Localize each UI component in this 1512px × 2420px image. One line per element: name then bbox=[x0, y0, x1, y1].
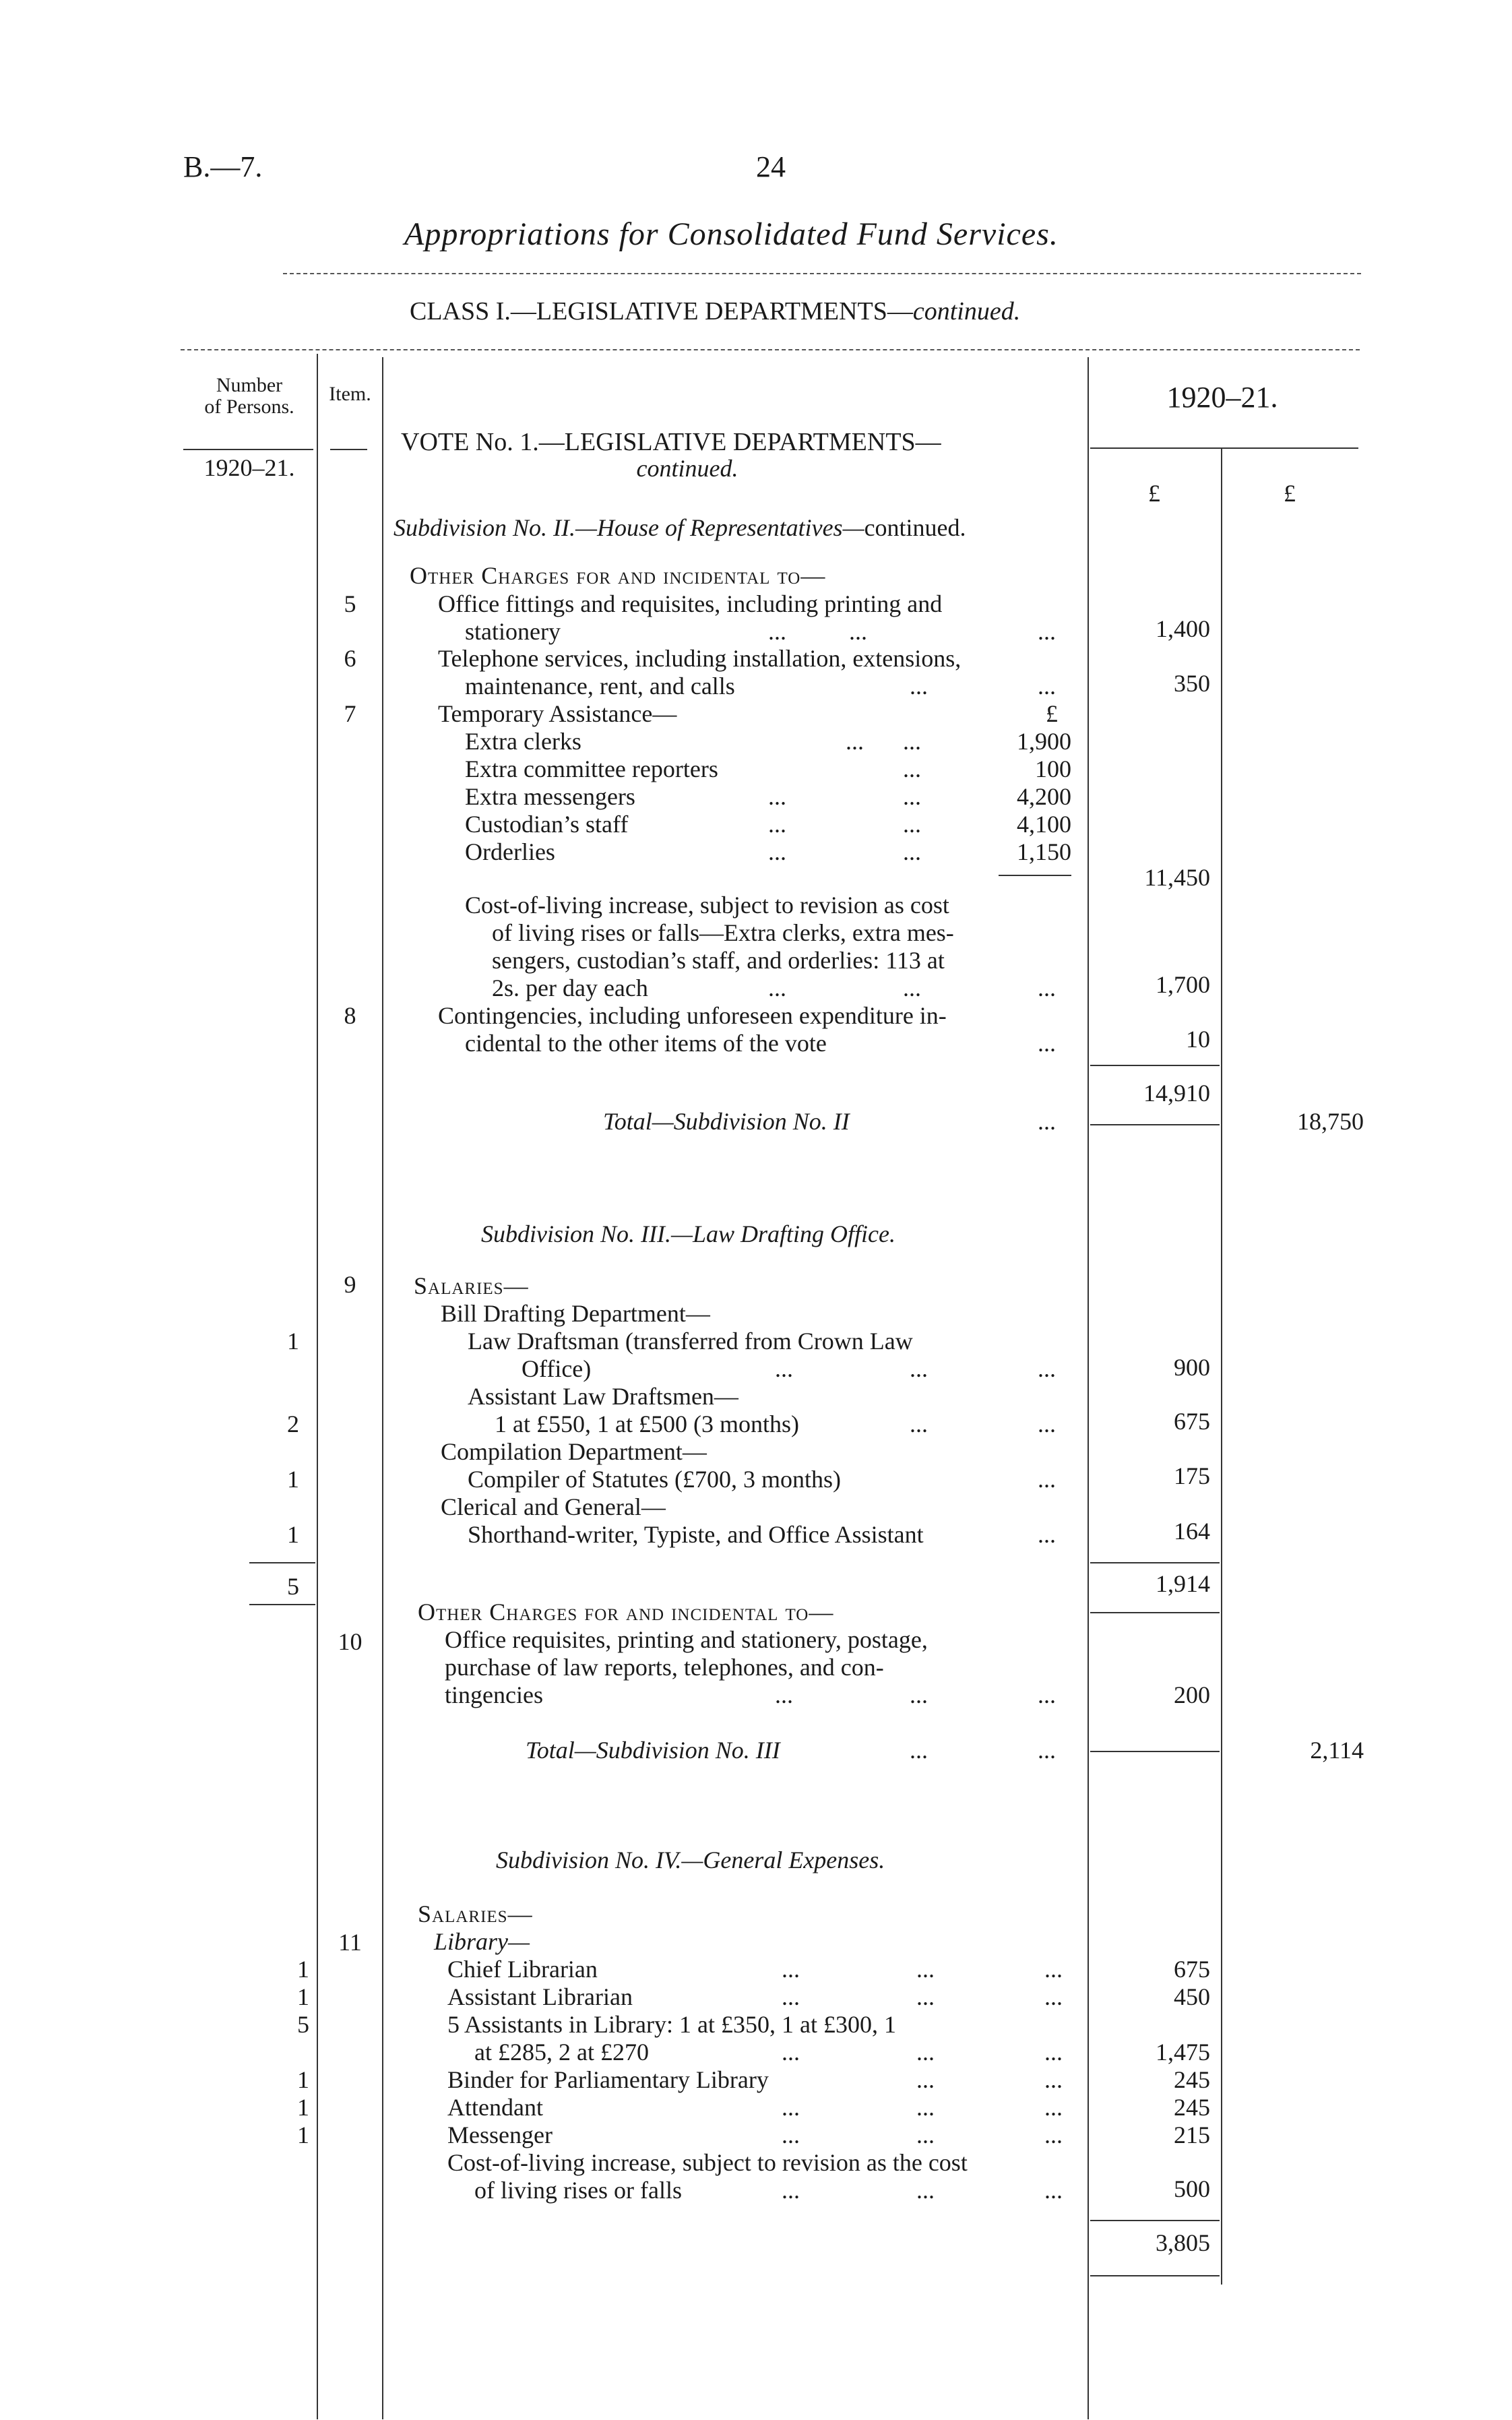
leader: ... bbox=[910, 1355, 928, 1382]
leader: ... bbox=[903, 783, 921, 810]
persons-library-assistants: 5 bbox=[297, 2011, 309, 2038]
item-header-rule bbox=[330, 449, 367, 450]
sub2-total-label: Total—Subdivision No. II bbox=[603, 1108, 850, 1135]
pound-sign-col2: £ bbox=[1284, 480, 1296, 507]
item-5-desc-1: Office fittings and requisites, including printing and bbox=[438, 590, 943, 617]
shorthand-desc: Shorthand-writer, Typiste, and Office Assistant bbox=[468, 1521, 924, 1548]
item-8-desc-2: cidental to the other items of the vote bbox=[465, 1030, 827, 1057]
leader: ... bbox=[782, 2177, 800, 2204]
sub4-cost-of-living-2: of living rises or falls bbox=[474, 2177, 682, 2204]
title-rule bbox=[283, 273, 1361, 274]
persons-assistant-librarian: 1 bbox=[297, 1983, 309, 2010]
sub2-total: 18,750 bbox=[1297, 1108, 1364, 1135]
library-assistants-1: 5 Assistants in Library: 1 at £350, 1 at £300, 1 bbox=[447, 2011, 896, 2038]
temp-total-amount: 11,450 bbox=[1144, 864, 1210, 891]
leader: ... bbox=[782, 2121, 800, 2148]
persons-year-header: 1920–21. bbox=[203, 454, 295, 481]
sub2-subtotal-rule bbox=[1090, 1065, 1220, 1066]
class-heading-main: CLASS I.—LEGISLATIVE DEPARTMENTS— bbox=[410, 297, 913, 325]
temp-row-label: Custodian’s staff bbox=[465, 811, 629, 838]
persons-header-rule bbox=[183, 449, 313, 450]
sub2-other-charges: Other Charges for and incidental to— bbox=[410, 562, 826, 589]
sub2-heading-title: Subdivision No. II.—House of Representatives— bbox=[393, 514, 864, 541]
leader: ... bbox=[782, 2094, 800, 2121]
leader: ... bbox=[1038, 1410, 1056, 1437]
year-column-header: 1920–21. bbox=[1166, 381, 1278, 414]
leader: ... bbox=[1038, 1030, 1056, 1057]
library-heading: Library— bbox=[434, 1928, 530, 1955]
leader: ... bbox=[768, 811, 786, 838]
leader: ... bbox=[903, 728, 921, 755]
cost-of-living-2: of living rises or falls—Extra clerks, extra mes- bbox=[492, 919, 954, 946]
leader: ... bbox=[849, 618, 867, 645]
item-column-header: Item. bbox=[329, 383, 371, 405]
leader: ... bbox=[1044, 2177, 1063, 2204]
law-draftsman-1: Law Draftsman (transferred from Crown Law bbox=[468, 1328, 913, 1355]
leader: ... bbox=[1044, 2094, 1063, 2121]
leader: ... bbox=[1038, 1521, 1056, 1548]
leader: ... bbox=[910, 1737, 928, 1764]
attendant: Attendant bbox=[447, 2094, 543, 2121]
vote-title: VOTE No. 1.—LEGISLATIVE DEPARTMENTS— bbox=[401, 428, 941, 456]
item-6-number: 6 bbox=[344, 645, 356, 672]
persons-assistant-draftsmen: 2 bbox=[287, 1410, 299, 1437]
assistant-librarian-amount: 450 bbox=[1174, 1983, 1210, 2010]
leader: ... bbox=[1038, 1681, 1056, 1708]
item-7-pound-sign: £ bbox=[1046, 700, 1058, 727]
persons-shorthand: 1 bbox=[287, 1521, 299, 1548]
column-divider-item bbox=[382, 357, 383, 2419]
leader: ... bbox=[768, 783, 786, 810]
leader: ... bbox=[910, 1410, 928, 1437]
sub4-cost-of-living-1: Cost-of-living increase, subject to revision as the cost bbox=[447, 2149, 968, 2176]
leader: ... bbox=[782, 1983, 800, 2010]
leader: ... bbox=[1038, 1466, 1056, 1493]
sub4-heading: Subdivision No. IV.—General Expenses. bbox=[496, 1847, 885, 1873]
chief-librarian-amount: 675 bbox=[1174, 1956, 1210, 1983]
persons-chief-librarian: 1 bbox=[297, 1956, 309, 1983]
clerical-general: Clerical and General— bbox=[441, 1493, 666, 1520]
item-8-number: 8 bbox=[344, 1002, 356, 1029]
page-title: Appropriations for Consolidated Fund Services. bbox=[404, 216, 1059, 252]
leader: ... bbox=[1038, 1355, 1056, 1382]
leader: ... bbox=[768, 838, 786, 865]
column-divider-amounts bbox=[1221, 448, 1222, 2285]
sub3-salaries-rule bbox=[1090, 1562, 1220, 1563]
leader: ... bbox=[1044, 1983, 1063, 2010]
sub3-total-label: Total—Subdivision No. III bbox=[526, 1737, 780, 1764]
page-number: 24 bbox=[756, 150, 786, 183]
office-requisites-2: purchase of law reports, telephones, and con- bbox=[445, 1654, 884, 1681]
pound-sign-col1: £ bbox=[1148, 480, 1160, 507]
temp-row-label: Extra messengers bbox=[465, 783, 635, 810]
year-header-rule bbox=[1090, 447, 1358, 449]
leader: ... bbox=[916, 2039, 935, 2066]
temp-row-amount: 4,100 bbox=[1017, 811, 1071, 838]
leader: ... bbox=[1038, 618, 1056, 645]
sub3-salaries-total: 1,914 bbox=[1156, 1570, 1210, 1597]
leader: ... bbox=[775, 1355, 793, 1382]
persons-attendant: 1 bbox=[297, 2094, 309, 2121]
leader: ... bbox=[903, 755, 921, 782]
sub2-heading bbox=[393, 514, 966, 542]
persons-total-rule-2 bbox=[249, 1604, 315, 1605]
shorthand-amount: 164 bbox=[1174, 1518, 1210, 1545]
messenger-amount: 215 bbox=[1174, 2121, 1210, 2148]
sub3-other-charges: Other Charges for and incidental to— bbox=[418, 1599, 834, 1625]
sub2-subtotal-rule-2 bbox=[1090, 1124, 1220, 1125]
leader: ... bbox=[916, 2066, 935, 2093]
leader: ... bbox=[1044, 1956, 1063, 1983]
page-reference: B.—7. bbox=[183, 150, 263, 183]
leader: ... bbox=[1044, 2121, 1063, 2148]
leader: ... bbox=[782, 2039, 800, 2066]
temp-row-amount: 1,150 bbox=[1017, 838, 1071, 865]
temp-row-label: Extra clerks bbox=[465, 728, 581, 755]
compilation-department: Compilation Department— bbox=[441, 1438, 707, 1465]
item-6-desc-2: maintenance, rent, and calls bbox=[465, 673, 735, 700]
assistant-draftsmen-heading: Assistant Law Draftsmen— bbox=[468, 1383, 738, 1410]
leader: ... bbox=[768, 618, 786, 645]
leader: ... bbox=[846, 728, 864, 755]
leader: ... bbox=[782, 1956, 800, 1983]
header-rule bbox=[181, 349, 1360, 350]
cost-of-living-amount: 1,700 bbox=[1156, 971, 1210, 998]
cost-of-living-3: sengers, custodian’s staff, and orderlies: 113 at bbox=[492, 947, 945, 974]
office-requisites-3: tingencies bbox=[445, 1681, 543, 1708]
binder-amount: 245 bbox=[1174, 2066, 1210, 2093]
temp-row-label: Orderlies bbox=[465, 838, 555, 865]
persons-column-header bbox=[182, 375, 317, 418]
assistant-draftsmen-amount: 675 bbox=[1174, 1408, 1210, 1435]
leader: ... bbox=[1038, 1737, 1056, 1764]
item-6-amount: 350 bbox=[1174, 670, 1210, 697]
persons-total: 5 bbox=[287, 1573, 299, 1600]
persons-compiler: 1 bbox=[287, 1466, 299, 1493]
vote-continued: continued. bbox=[636, 455, 738, 482]
cost-of-living-1: Cost-of-living increase, subject to revision as cost bbox=[465, 892, 949, 919]
item-8-amount: 10 bbox=[1186, 1026, 1210, 1053]
persons-binder: 1 bbox=[297, 2066, 309, 2093]
temp-row-amount: 1,900 bbox=[1017, 728, 1071, 755]
assistant-librarian: Assistant Librarian bbox=[447, 1983, 633, 2010]
item-11-number: 11 bbox=[338, 1929, 362, 1956]
cost-of-living-4: 2s. per day each bbox=[492, 974, 648, 1001]
item-5-number: 5 bbox=[344, 590, 356, 617]
persons-messenger: 1 bbox=[297, 2121, 309, 2148]
leader: ... bbox=[903, 811, 921, 838]
library-assistants-amount: 1,475 bbox=[1156, 2039, 1210, 2066]
leader: ... bbox=[916, 2121, 935, 2148]
sub3-salaries: Salaries— bbox=[414, 1272, 529, 1299]
temp-row-amount: 100 bbox=[1035, 755, 1071, 782]
compiler-desc: Compiler of Statutes (£700, 3 months) bbox=[468, 1466, 841, 1493]
leader: ... bbox=[916, 1983, 935, 2010]
persons-law-draftsman: 1 bbox=[287, 1328, 299, 1355]
law-draftsman-amount: 900 bbox=[1174, 1354, 1210, 1381]
item-6-desc-1: Telephone services, including installation, extensions, bbox=[438, 645, 962, 672]
leader: ... bbox=[916, 1956, 935, 1983]
bill-drafting-department: Bill Drafting Department— bbox=[441, 1300, 710, 1327]
temp-row-amount: 4,200 bbox=[1017, 783, 1071, 810]
office-requisites-1: Office requisites, printing and stationery, postage, bbox=[445, 1626, 928, 1653]
sub4-subtotal-rule bbox=[1090, 2220, 1220, 2221]
leader: ... bbox=[916, 2094, 935, 2121]
sub3-salaries-rule-2 bbox=[1090, 1612, 1220, 1613]
leader: ... bbox=[775, 1681, 793, 1708]
temp-total-rule bbox=[999, 875, 1071, 876]
sub4-subtotal-rule-2 bbox=[1090, 2275, 1220, 2276]
class-heading-continued: continued. bbox=[912, 297, 1021, 325]
persons-header-line2: of Persons. bbox=[204, 396, 294, 418]
leader: ... bbox=[903, 974, 921, 1001]
office-requisites-amount: 200 bbox=[1174, 1681, 1210, 1708]
item-9-number: 9 bbox=[344, 1271, 356, 1298]
item-5-amount: 1,400 bbox=[1156, 615, 1210, 642]
compiler-amount: 175 bbox=[1174, 1462, 1210, 1489]
item-5-desc-2: stationery bbox=[465, 618, 561, 645]
class-heading bbox=[410, 297, 1020, 326]
leader: ... bbox=[910, 673, 928, 700]
leader: ... bbox=[1044, 2066, 1063, 2093]
item-10-number: 10 bbox=[338, 1628, 363, 1655]
sub3-heading: Subdivision No. III.—Law Drafting Office. bbox=[481, 1220, 895, 1247]
leader: ... bbox=[768, 974, 786, 1001]
item-7-number: 7 bbox=[344, 700, 356, 727]
item-8-desc-1: Contingencies, including unforeseen expenditure in- bbox=[438, 1002, 947, 1029]
item-7-desc: Temporary Assistance— bbox=[438, 700, 677, 727]
column-divider-desc bbox=[1088, 357, 1089, 2419]
binder: Binder for Parliamentary Library bbox=[447, 2066, 769, 2093]
law-draftsman-2: Office) bbox=[522, 1355, 592, 1382]
leader: ... bbox=[1038, 1108, 1056, 1135]
leader: ... bbox=[1038, 673, 1056, 700]
leader: ... bbox=[1038, 974, 1056, 1001]
messenger: Messenger bbox=[447, 2121, 553, 2148]
attendant-amount: 245 bbox=[1174, 2094, 1210, 2121]
sub3-total-rule bbox=[1090, 1751, 1220, 1752]
leader: ... bbox=[910, 1681, 928, 1708]
leader: ... bbox=[916, 2177, 935, 2204]
sub4-subtotal: 3,805 bbox=[1156, 2229, 1210, 2256]
chief-librarian: Chief Librarian bbox=[447, 1956, 598, 1983]
persons-total-rule bbox=[249, 1562, 315, 1563]
sub3-total: 2,114 bbox=[1310, 1737, 1364, 1764]
assistant-draftsmen-desc: 1 at £550, 1 at £500 (3 months) bbox=[495, 1410, 799, 1437]
library-assistants-2: at £285, 2 at £270 bbox=[474, 2039, 649, 2066]
leader: ... bbox=[903, 838, 921, 865]
temp-row-label: Extra committee reporters bbox=[465, 755, 718, 782]
persons-header-line1: Number bbox=[216, 374, 283, 396]
sub4-salaries: Salaries— bbox=[418, 1900, 533, 1927]
sub2-subtotal: 14,910 bbox=[1143, 1080, 1210, 1107]
sub4-cost-of-living-amount: 500 bbox=[1174, 2175, 1210, 2202]
leader: ... bbox=[1044, 2039, 1063, 2066]
sub2-heading-continued: continued. bbox=[864, 514, 966, 541]
